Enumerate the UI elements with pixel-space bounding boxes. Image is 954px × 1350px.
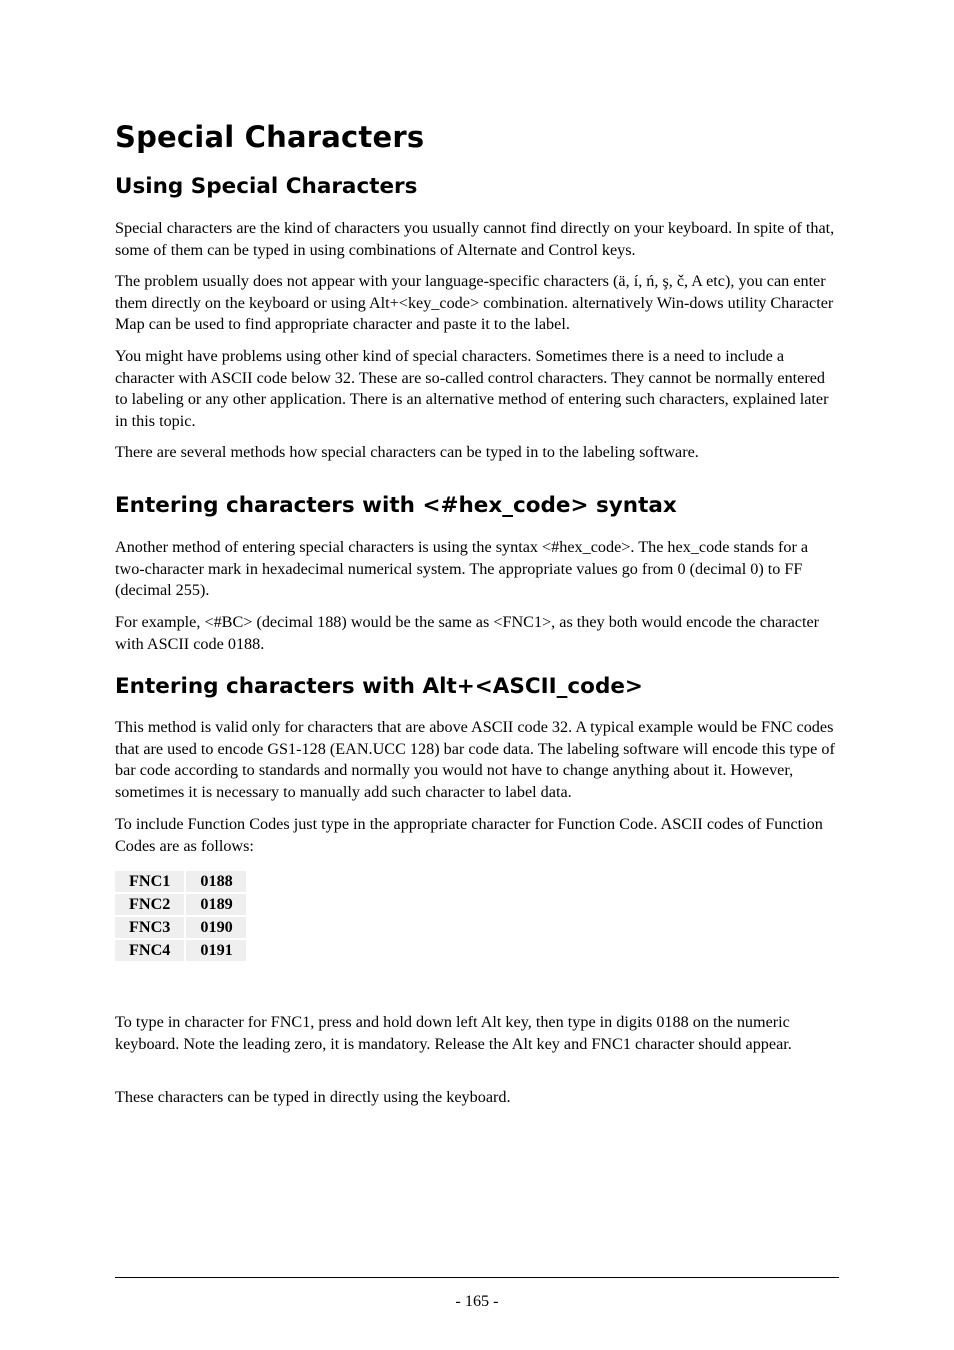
table-row (115, 894, 246, 915)
paragraph: These characters can be typed in directly using the keyboard. (115, 1088, 511, 1106)
table-cell-function: FNC1 (115, 871, 184, 892)
table-row (115, 917, 246, 938)
section-heading-alt-ascii: Entering characters with Alt+<ASCII_code> (115, 674, 643, 699)
page-number: - 165 - (455, 1292, 499, 1310)
paragraph: Special characters are the kind of characters you usually cannot find directly on your keyboard. In spite of that, some of them can be typed in using combinations of Alternate and Control keys. (115, 219, 835, 259)
table-cell-function: FNC3 (115, 917, 184, 938)
function-codes-table (113, 869, 248, 963)
table-cell-code: 0191 (186, 940, 245, 961)
table-row (115, 871, 246, 892)
section-heading-using: Using Special Characters (115, 174, 418, 199)
paragraph: You might have problems using other kind of special characters. Sometimes there is a need to include a character with ASCII code below 32. These are so-called control characters. They cannot be normally entered to labeling or any other application. There is an alternative method of entering such characters, explained later in this topic. (115, 347, 829, 431)
table-cell-code: 0188 (186, 871, 245, 892)
table-cell-function: FNC2 (115, 894, 184, 915)
table-cell-code: 0189 (186, 894, 245, 915)
paragraph: The problem usually does not appear with your language-specific characters (ä, í, ń, ş, č, A etc), you can enter them directly on the keyboard or using Alt+<key_code> combination. alternatively Win-dows utility Character Map can be used to find appropriate character and paste it to the label. (115, 272, 834, 334)
table-row (115, 940, 246, 961)
paragraph: This method is valid only for characters that are above ASCII code 32. A typical example would be FNC codes that are used to encode GS1-128 (EAN.UCC 128) bar code data. The labeling software will encode this type of bar code according to standards and normally you would not have to change anything about it. However, sometimes it is necessary to manually add such character to label data. (115, 718, 835, 802)
page-title: Special Characters (115, 120, 425, 154)
table-cell-code: 0190 (186, 917, 245, 938)
section-heading-hex-code: Entering characters with <#hex_code> syntax (115, 493, 677, 518)
paragraph: To type in character for FNC1, press and hold down left Alt key, then type in digits 0188 on the numeric keyboard. Note the leading zero, it is mandatory. Release the Alt key and FNC1 character should appear. (115, 1013, 792, 1053)
paragraph: To include Function Codes just type in the appropriate character for Function Code. ASCII codes of Function Codes are as follows: (115, 815, 823, 855)
footer-divider (115, 1277, 839, 1278)
table-cell-function: FNC4 (115, 940, 184, 961)
paragraph: Another method of entering special characters is using the syntax <#hex_code>. The hex_code stands for a two-character mark in hexadecimal numerical system. The appropriate values go from 0 (decimal 0) to FF (decimal 255). (115, 538, 809, 600)
paragraph: For example, <#BC> (decimal 188) would be the same as <FNC1>, as they both would encode the character with ASCII code 0188. (115, 613, 820, 653)
paragraph: There are several methods how special characters can be typed in to the labeling software. (115, 443, 699, 461)
